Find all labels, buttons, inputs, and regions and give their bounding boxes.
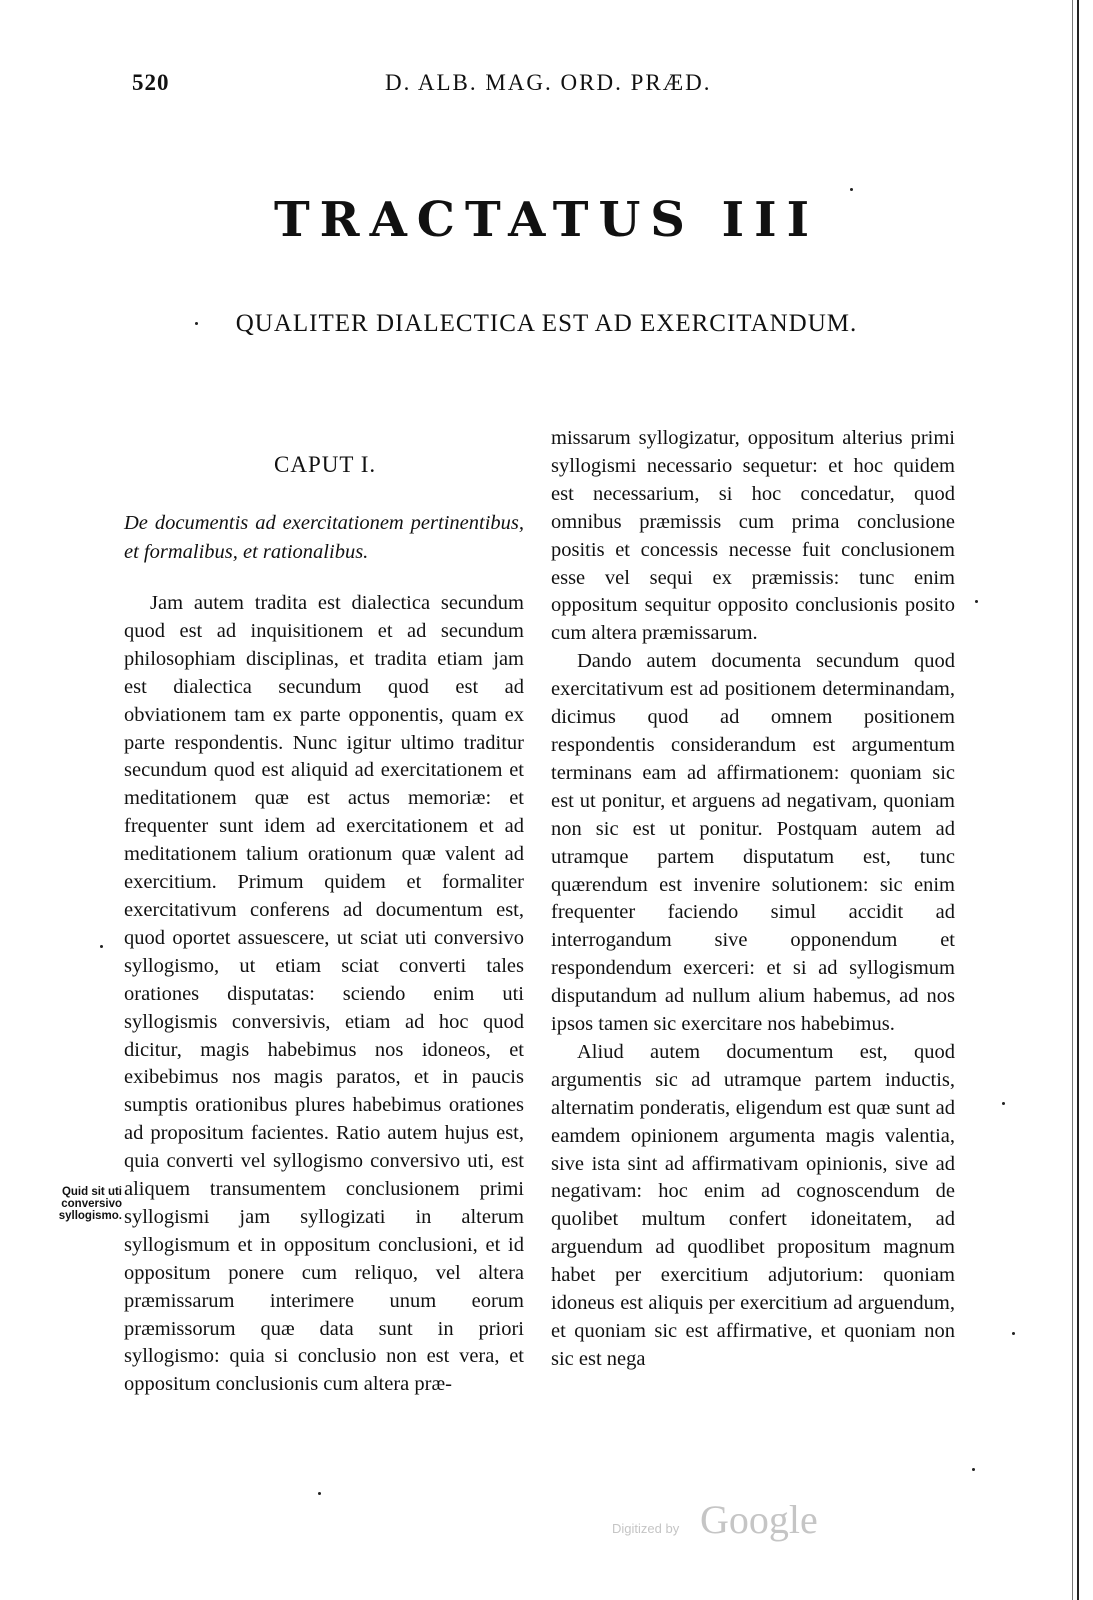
tractatus-title: TRACTATUS III (273, 192, 820, 248)
watermark-prefix: Digitized by (612, 1521, 680, 1536)
page-number: 520 (132, 70, 170, 95)
scan-speck (1012, 1332, 1015, 1335)
chapter-heading: CAPUT I. (274, 452, 377, 477)
scan-speck (1002, 1102, 1005, 1105)
google-watermark (612, 1496, 852, 1546)
right-paragraph-3: Aliud autem documentum est, quod argumentis sic ad utramque partem inductis, alternatim ponderatis, eligendum est quæ sunt ad eamdem opinionem argumenta magis valentia, sive ista sint ad affirmativam opinionis, sive ad negativam: hoc enim ad cognoscendum de quolibet multum confert idoneitatem, ad arguendum ad quodlibet propositum magnum habet per exercitium adjutorium: quoniam idoneus est aliquis per exercitium ad arguendum, et quoniam sic est affirmative, et quoniam non sic est nega (551, 1040, 955, 1370)
left-column (124, 590, 524, 1399)
scan-speck (318, 1492, 321, 1495)
page-header (0, 70, 1093, 110)
scan-speck (972, 1468, 975, 1471)
scan-speck (100, 945, 103, 948)
left-paragraph-1: Jam autem tradita est dialectica secundum quod est ad inquisitionem et ad secundum philosophiam disciplinas, et tradita etiam jam est dialectica secundum quod est ad obviationem tam ex parte opponentis, quam ex parte respondentis. Nunc igitur ultimo traditur secundum quod est aliquid ad exercitationem et meditationem quæ est actus memoriæ: et frequenter sunt idem ad exercitationem et ad meditationem talium orationum quæ valent ad exercitium. Primum quidem et formaliter exercitativum conferens ad documentum est, quod oportet assuescere, ut sciat uti conversivo syllogismo, ut etiam sciat converti tales orationes disputatas: sciendo enim uti syllogismis conversivis, etiam ad hoc quod dicitur, magis habebimus nos idoneos, et exibebimus nos magis paratos, et in paucis sumptis orationibus plures habebimus orationes ad propositum facientes. Ratio autem hujus est, quia converti vel syllogismo conversivo uti, est aliquem transumentem conclusionem primi syllogismi jam syllogizati in alterum syllogismum et in oppositum conclusioni, et id oppositum ponere cum reliquo, vel altera præmissarum interimere unum eorum præmissorum quæ data sunt in priori syllogismo: quia si conclusio non est vera, et oppositum conclusionis cum altera præ- (124, 592, 524, 1396)
right-column (551, 425, 955, 1374)
chapter-rubric: De documentis ad exercitationem pertinentibus, et formalibus, et rationalibus. (124, 512, 524, 563)
margin-note: Quid sit uti conversivo syllogismo. (58, 1186, 122, 1222)
right-paragraph-2: Dando autem documenta secundum quod exercitativum est ad positionem determinandam, dicimus quod ad omnem positionem respondentis considerandum est argumentum terminans eam ad affirmationem: quoniam sic est ut ponitur, et arguens ad negativam, quoniam non sic est ut ponitur. Postquam autem ad utramque partem disputatum est, tunc quærendum est invenire solutionem: sic enim frequenter faciendo simul accidit ad interrogandum sive opponendum et respondendum exerceri: et si ad syllogismum disputandum ad nullum alium habemus, ad nos ipsos tamen sic exercitare nos habebimus. (551, 650, 955, 1036)
scan-speck (850, 188, 853, 191)
running-head: D. ALB. MAG. ORD. PRÆD. (385, 70, 712, 95)
right-paragraph-1: missarum syllogizatur, oppositum alterius primi syllogismi necessario sequetur: et hoc quidem est necessarium, si hoc concedatur, quod omnibus præmissis cum prima conclusione positis et concessis necesse fuit conclusionem esse vel sequi ex præmissis: tunc enim oppositum sequitur opposito conclusionis posito cum altera præmissarum. (551, 427, 955, 645)
google-logo: Google (700, 1497, 818, 1542)
scan-speck (975, 600, 978, 603)
tractatus-subtitle: QUALITER DIALECTICA EST AD EXERCITANDUM. (235, 310, 858, 337)
scan-speck (195, 322, 198, 325)
